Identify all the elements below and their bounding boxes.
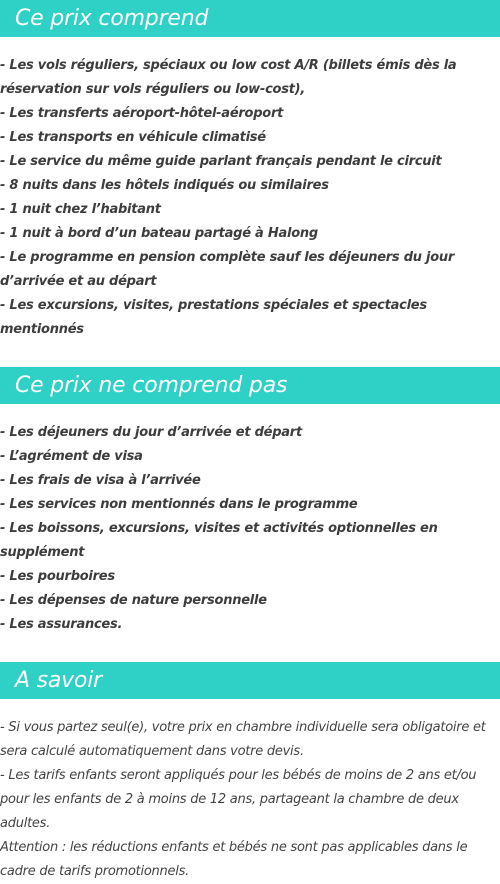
section-title: Ce prix comprend [15, 6, 209, 31]
list-item: - Les transferts aéroport-hôtel-aéroport [0, 106, 284, 121]
list-item: - Les dépenses de nature personnelle [0, 593, 267, 608]
included-list [0, 54, 498, 342]
section-header-not-included [0, 367, 500, 404]
list-item: - Le service du même guide parlant français pendant le circuit [0, 154, 442, 169]
list-item: - Les excursions, visites, prestations spéciales et spectacles mentionnés [0, 298, 427, 337]
list-item: - Les vols réguliers, spéciaux ou low cost A/R (billets émis dès la réservation sur vols réguliers ou low-cost), [0, 58, 457, 97]
list-item: - 1 nuit à bord d’un bateau partagé à Halong [0, 226, 318, 241]
list-item: - Les assurances. [0, 617, 123, 632]
section-header-included [0, 0, 500, 37]
section-title: Ce prix ne comprend pas [15, 373, 288, 398]
list-item: - Les services non mentionnés dans le programme [0, 497, 358, 512]
list-item: - Si vous partez seul(e), votre prix en chambre individuelle sera obligatoire et sera calculé automatiquement dans votre devis. [0, 720, 486, 759]
list-item: - Le programme en pension complète sauf les déjeuners du jour d’arrivée et au départ [0, 250, 455, 289]
section-title: A savoir [15, 668, 103, 693]
not-included-list [0, 421, 498, 637]
list-item: - Les boissons, excursions, visites et activités optionnelles en supplément [0, 521, 438, 560]
list-item: - 1 nuit chez l’habitant [0, 202, 161, 217]
list-item: - Les frais de visa à l’arrivée [0, 473, 201, 488]
list-item: - Les pourboires [0, 569, 115, 584]
list-item: - 8 nuits dans les hôtels indiqués ou similaires [0, 178, 329, 193]
list-item: Attention : les réductions enfants et bébés ne sont pas applicables dans le cadre de tarifs promotionnels. [0, 840, 468, 879]
list-item: - Les transports en véhicule climatisé [0, 130, 266, 145]
list-item: - Les tarifs enfants seront appliqués pour les bébés de moins de 2 ans et/ou pour les enfants de 2 à moins de 12 ans, partageant la chambre de deux adultes. [0, 768, 477, 831]
list-item: - Les déjeuners du jour d’arrivée et départ [0, 425, 302, 440]
section-header-good-to-know [0, 662, 500, 699]
list-item: - L’agrément de visa [0, 449, 143, 464]
